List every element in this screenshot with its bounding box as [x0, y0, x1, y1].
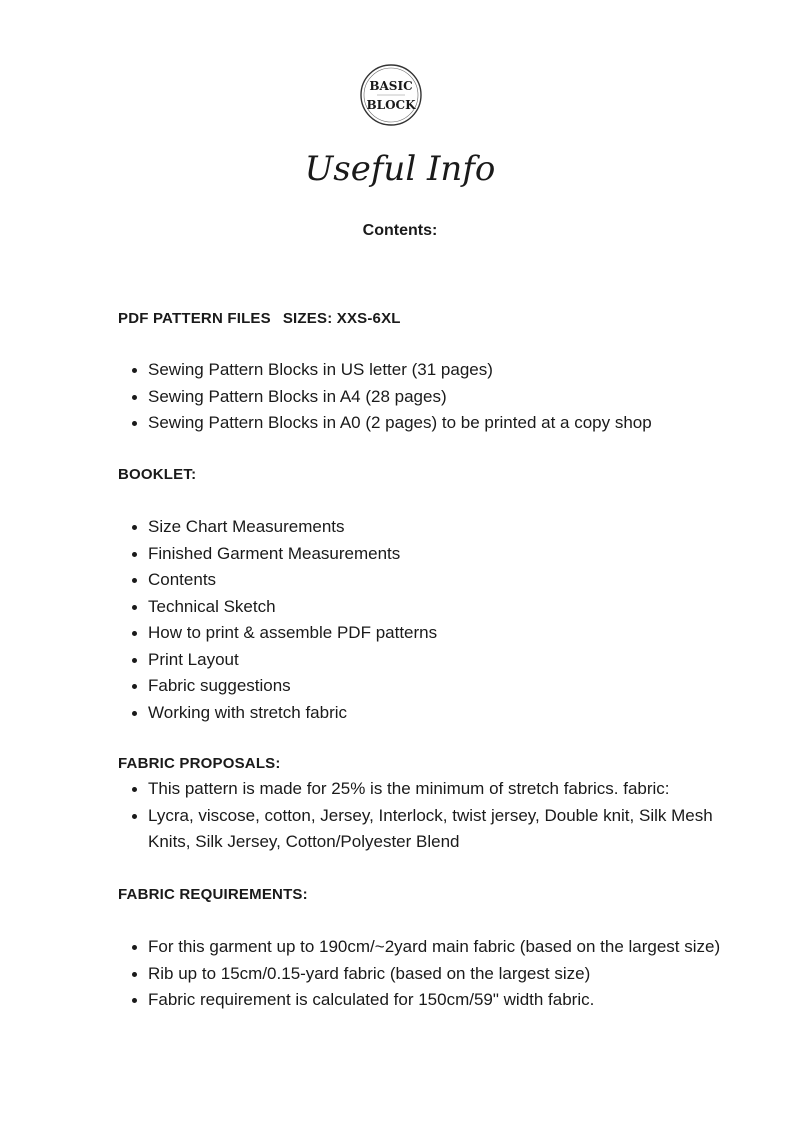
logo-emblem: [359, 63, 423, 127]
fabric-proposals-list: [118, 776, 758, 856]
logo-line2: BLOCK: [366, 98, 416, 112]
pdf-heading-label: PDF PATTERN FILES: [118, 310, 271, 327]
list-item: Working with stretch fabric: [118, 700, 758, 727]
list-item: Contents: [118, 567, 758, 594]
list-item: For this garment up to 190cm/~2yard main fabric (based on the largest size): [118, 934, 758, 961]
list-item: Sewing Pattern Blocks in A4 (28 pages): [118, 384, 758, 411]
list-item: Fabric suggestions: [118, 673, 758, 700]
pdf-files-list: [118, 357, 758, 437]
booklet-heading: BOOKLET:: [118, 466, 197, 483]
list-item: Print Layout: [118, 647, 758, 674]
list-item: Fabric requirement is calculated for 150cm/59" width fabric.: [118, 987, 758, 1014]
list-item: Lycra, viscose, cotton, Jersey, Interlock, twist jersey, Double knit, Silk Mesh Knits, Silk Jersey, Cotton/Polyester Blend: [118, 803, 758, 856]
list-item: Sewing Pattern Blocks in A0 (2 pages) to be printed at a copy shop: [118, 410, 758, 437]
list-item: Size Chart Measurements: [118, 514, 758, 541]
basic-block-logo: [359, 63, 423, 127]
contents-heading: Contents:: [362, 222, 438, 239]
list-item: Rib up to 15cm/0.15-yard fabric (based on the largest size): [118, 961, 758, 988]
list-item: Finished Garment Measurements: [118, 541, 758, 568]
useful-info-script-title: [280, 142, 520, 194]
script-title-text: Useful Info: [304, 149, 496, 189]
fabric-proposals-heading: FABRIC PROPOSALS:: [118, 755, 281, 772]
logo-line1: BASIC: [369, 79, 413, 93]
pdf-section-heading: [118, 310, 401, 327]
pdf-sizes-label: SIZES: XXS-6XL: [282, 310, 401, 327]
list-item: Technical Sketch: [118, 594, 758, 621]
list-item: How to print & assemble PDF patterns: [118, 620, 758, 647]
list-item: This pattern is made for 25% is the minimum of stretch fabrics. fabric:: [118, 776, 758, 803]
list-item: Sewing Pattern Blocks in US letter (31 pages): [118, 357, 758, 384]
fabric-requirements-list: [118, 934, 758, 1014]
booklet-list: [118, 514, 758, 726]
fabric-requirements-heading: FABRIC REQUIREMENTS:: [118, 886, 308, 903]
